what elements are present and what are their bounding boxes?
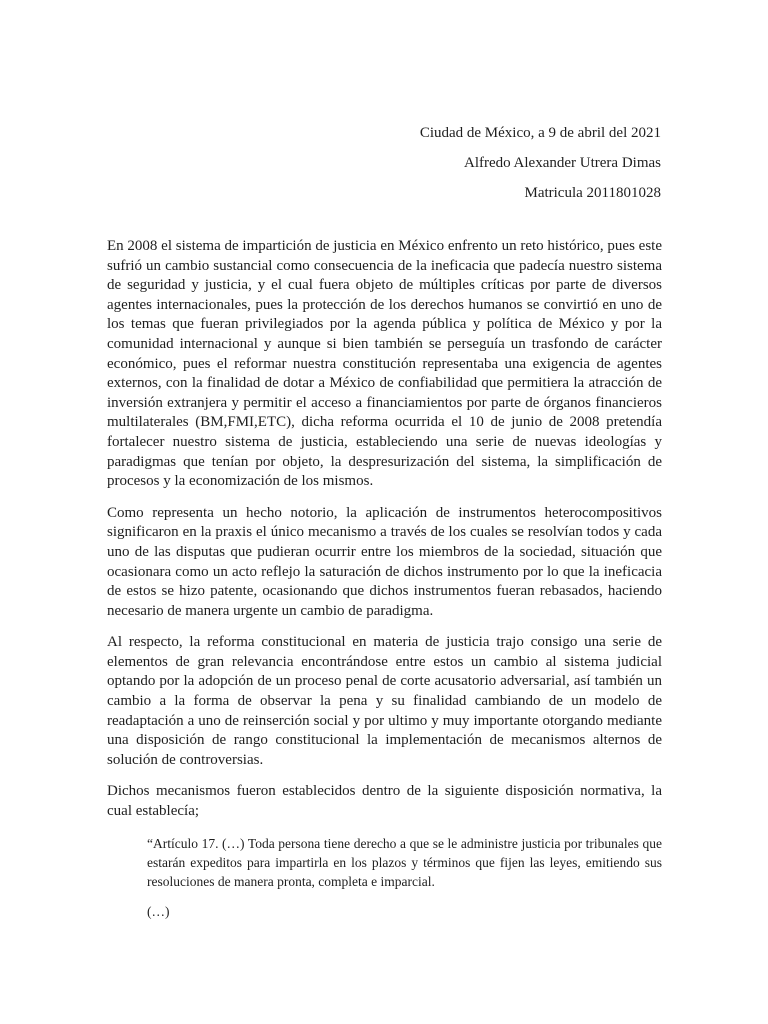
place-date-line: Ciudad de México, a 9 de abril del 2021 bbox=[419, 125, 661, 141]
paragraph-mechanisms-intro: Dichos mecanismos fueron establecidos dentro de la siguiente disposición normativa, la cual establecía; bbox=[107, 783, 662, 820]
paragraph-heterocompositive-instruments: Como representa un hecho notorio, la aplicación de instrumentos heterocompositivos significaron en la praxis el único mecanismo a través de los cuales se resolvían todos y cada uno de las disputas que pudieran ocurrir entre los miembros de la sociedad, situación que ocasionara como un acto reflejo la saturación de dichos instrumento por lo que la ineficacia de estos se hizo patente, ocasionando que dichos instrumentos fueran rebasados, haciendo necesario de manera urgente un cambio de paradigma. bbox=[107, 504, 662, 619]
article-17-quote bbox=[147, 834, 662, 921]
paragraph-reform-2008: En 2008 el sistema de impartición de justicia en México enfrento un reto histórico, pues este sufrió un cambio sustancial como consecuencia de la ineficacia que padecía nuestro sistema de seguridad y justicia, y el cual fuera objeto de múltiples críticas por parte de diversos agentes internacionales, pues la protección de los derechos humanos se convirtió en uno de los temas que fueran privilegiados por la agenda pública y política de México y por la comunidad internacional y aunque si bien también se perseguía un trasfondo de carácter económico, pues el reformar nuestra constitución representaba una exigencia de agentes externos, con la finalidad de dotar a México de confiabilidad que permitiera la atracción de inversión extranjera y permitir el acceso a financiamientos por parte de órganos financieros multilaterales (BM,FMI,ETC), dicha reforma ocurrida el 10 de junio de 2008 pretendía fortalecer nuestro sistema de justicia, estableciendo una serie de nuevas ideologías y paradigmas que tenían por objeto, la despresurización del sistema, la simplificación de procesos y la economización de los mismos. bbox=[107, 238, 662, 490]
article-17-text: “Artículo 17. (…) Toda persona tiene derecho a que se le administre justicia por tribunales que estarán expeditos para impartirla en los plazos y términos que fijen las leyes, emitiendo sus resoluciones de manera pronta, completa e imparcial. bbox=[147, 835, 662, 889]
paragraph-constitutional-reform: Al respecto, la reforma constitucional en materia de justicia trajo consigo una serie de elementos de gran relevancia encontrándose entre estos un cambio al sistema judicial optando por la adopción de un proceso penal de corte acusatorio adversarial, así también un cambio a la forma de observar la pena y su finalidad cambiando de un modelo de readaptación a uno de reinserción social y por ultimo y muy importante otorgando mediante una disposición de rango constitucional la implementación de mecanismos alternos de solución de controversias. bbox=[107, 634, 662, 768]
author-name-line: Alfredo Alexander Utrera Dimas bbox=[463, 155, 661, 171]
document-body bbox=[107, 237, 662, 932]
matricula-line: Matricula 2011801028 bbox=[524, 185, 661, 201]
quote-ellipsis: (…) bbox=[147, 903, 170, 919]
letter-header bbox=[420, 118, 661, 208]
